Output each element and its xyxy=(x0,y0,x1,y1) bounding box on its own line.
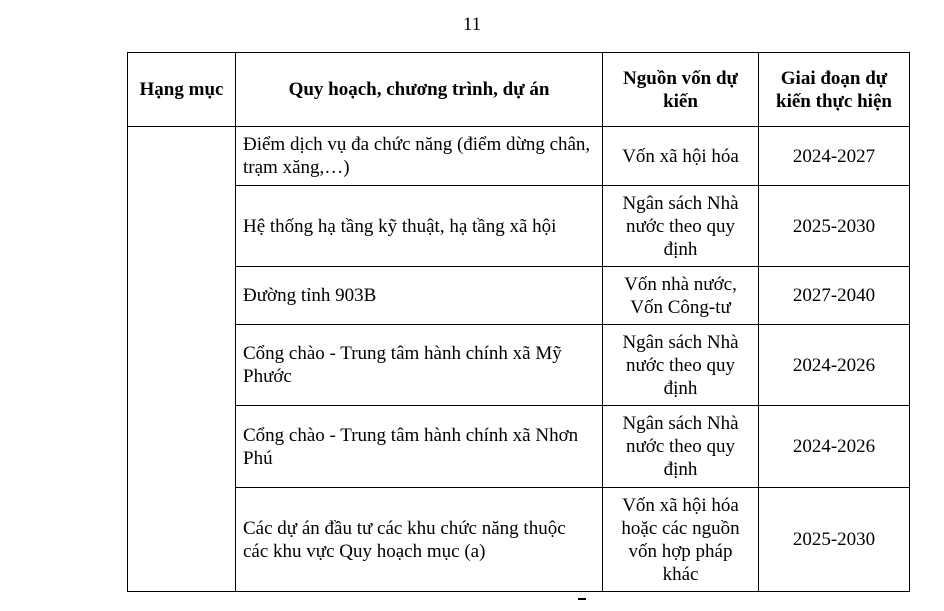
header-implementation-period: Giai đoạn dự kiến thực hiện xyxy=(759,53,910,127)
table-row xyxy=(128,488,910,592)
project-cell: Các dự án đầu tư các khu chức năng thuộc các khu vực Quy hoạch mục (a) xyxy=(236,488,603,592)
table-row xyxy=(128,325,910,406)
table-row xyxy=(128,267,910,325)
funding-cell: Vốn nhà nước, Vốn Công-tư xyxy=(603,267,759,325)
header-project: Quy hoạch, chương trình, dự án xyxy=(236,53,603,127)
header-category: Hạng mục xyxy=(128,53,236,127)
project-cell: Điểm dịch vụ đa chức năng (điểm dừng chân, trạm xăng,…) xyxy=(236,127,603,186)
project-cell: Hệ thống hạ tầng kỹ thuật, hạ tầng xã hội xyxy=(236,186,603,267)
period-cell: 2025-2030 xyxy=(759,488,910,592)
period-cell: 2024-2027 xyxy=(759,127,910,186)
funding-cell: Vốn xã hội hóa xyxy=(603,127,759,186)
funding-cell: Vốn xã hội hóa hoặc các nguồn vốn hợp pháp khác xyxy=(603,488,759,592)
table-header-row xyxy=(128,53,910,127)
period-cell: 2027-2040 xyxy=(759,267,910,325)
project-cell: Đường tỉnh 903B xyxy=(236,267,603,325)
page-number: 11 xyxy=(462,14,482,35)
period-cell: 2024-2026 xyxy=(759,325,910,406)
period-cell: 2024-2026 xyxy=(759,406,910,488)
funding-cell: Ngân sách Nhà nước theo quy định xyxy=(603,325,759,406)
page-edge-mark xyxy=(578,598,586,600)
table-row xyxy=(128,127,910,186)
category-cell xyxy=(128,127,236,592)
period-cell: 2025-2030 xyxy=(759,186,910,267)
project-cell: Cổng chào - Trung tâm hành chính xã Mỹ Phước xyxy=(236,325,603,406)
funding-cell: Ngân sách Nhà nước theo quy định xyxy=(603,406,759,488)
project-cell: Cổng chào - Trung tâm hành chính xã Nhơn Phú xyxy=(236,406,603,488)
header-funding-source: Nguồn vốn dự kiến xyxy=(603,53,759,127)
table-row xyxy=(128,406,910,488)
funding-cell: Ngân sách Nhà nước theo quy định xyxy=(603,186,759,267)
table-row xyxy=(128,186,910,267)
planning-projects-table xyxy=(127,52,910,592)
